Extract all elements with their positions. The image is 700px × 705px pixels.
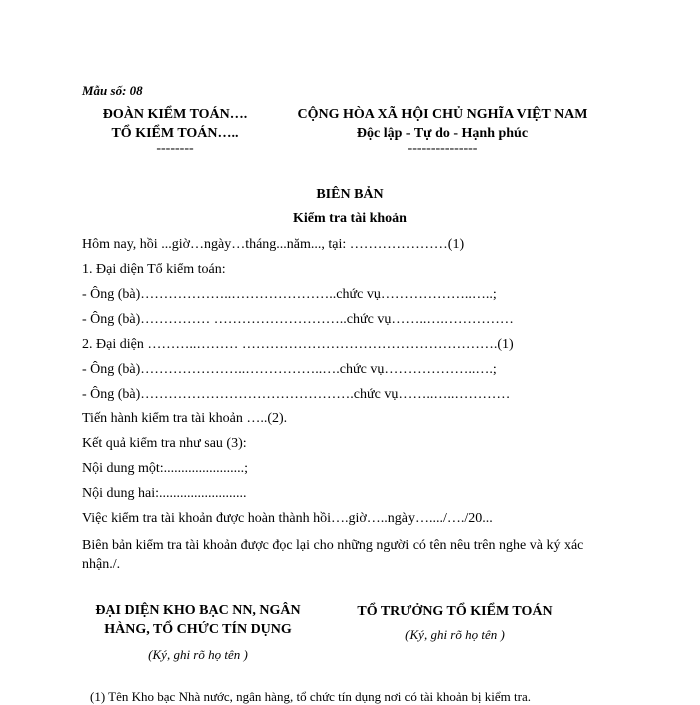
bank-representative-sign-note: (Ký, ghi rõ họ tên ) [148,647,248,662]
completion-time-line: Việc kiểm tra tài khoản được hoàn thành hồi….giờ…..ngày…..../…./20... [82,511,493,526]
right-rule: --------------- [407,141,478,156]
meeting-time-line: Hôm nay, hồi ...giờ…ngày…tháng...năm..., tại: …………………(1) [82,237,465,252]
audit-team-label: ĐOÀN KIỂM TOÁN…. [102,107,248,122]
footnote-1: (1) Tên Kho bạc Nhà nước, ngân hàng, tổ chức tín dụng nơi có tài khoản bị kiểm tra. [90,689,531,704]
national-motto: Độc lập - Tự do - Hạnh phúc [356,126,529,141]
audit-group-label: TỔ KIỂM TOÁN….. [111,126,239,141]
left-rule: -------- [156,141,194,156]
audit-rep-line-2: - Ông (bà)…………… ………………………..chức vụ……..….…………… [82,312,514,327]
inspection-statement: Tiến hành kiểm tra tài khoản …..(2). [82,411,288,426]
content-two-line: Nội dung hai:......................... [82,486,247,501]
form-number: Mẫu số: 08 [82,83,143,98]
bank-representative-title: ĐẠI DIỆN KHO BẠC NN, NGÂN HÀNG, TỔ CHỨC TÍN DỤNG [95,603,301,637]
audit-group-leader-sign-note: (Ký, ghi rõ họ tên ) [405,627,505,642]
other-rep-line-2: - Ông (bà)……………………………………….chức vụ……..…..………… [82,387,511,402]
content-one-line: Nội dung một:.......................; [82,461,249,476]
national-title: CỘNG HÒA XÃ HỘI CHỦ NGHĨA VIỆT NAM [297,107,588,122]
reading-confirmation: Biên bản kiểm tra tài khoản được đọc lại cho những người có tên nêu trên nghe và ký xác nhận./. [82,538,584,572]
audit-group-leader-title: TỔ TRƯỞNG TỔ KIỂM TOÁN [357,604,553,619]
results-heading: Kết quả kiểm tra như sau (3): [82,436,247,451]
other-rep-line-1: - Ông (bà)…………………..……………..….chức vụ………………..….; [82,362,497,377]
audit-rep-line-1: - Ông (bà)………………..…………………..chức vụ………………..…..; [82,287,497,302]
document-subtitle: Kiểm tra tài khoản [293,211,407,226]
audit-group-reps-heading: 1. Đại diện Tổ kiểm toán: [82,262,226,277]
other-party-heading: 2. Đại diện ………..……… ……………………………………………….(1) [82,337,514,352]
document-title: BIÊN BẢN [316,187,384,202]
